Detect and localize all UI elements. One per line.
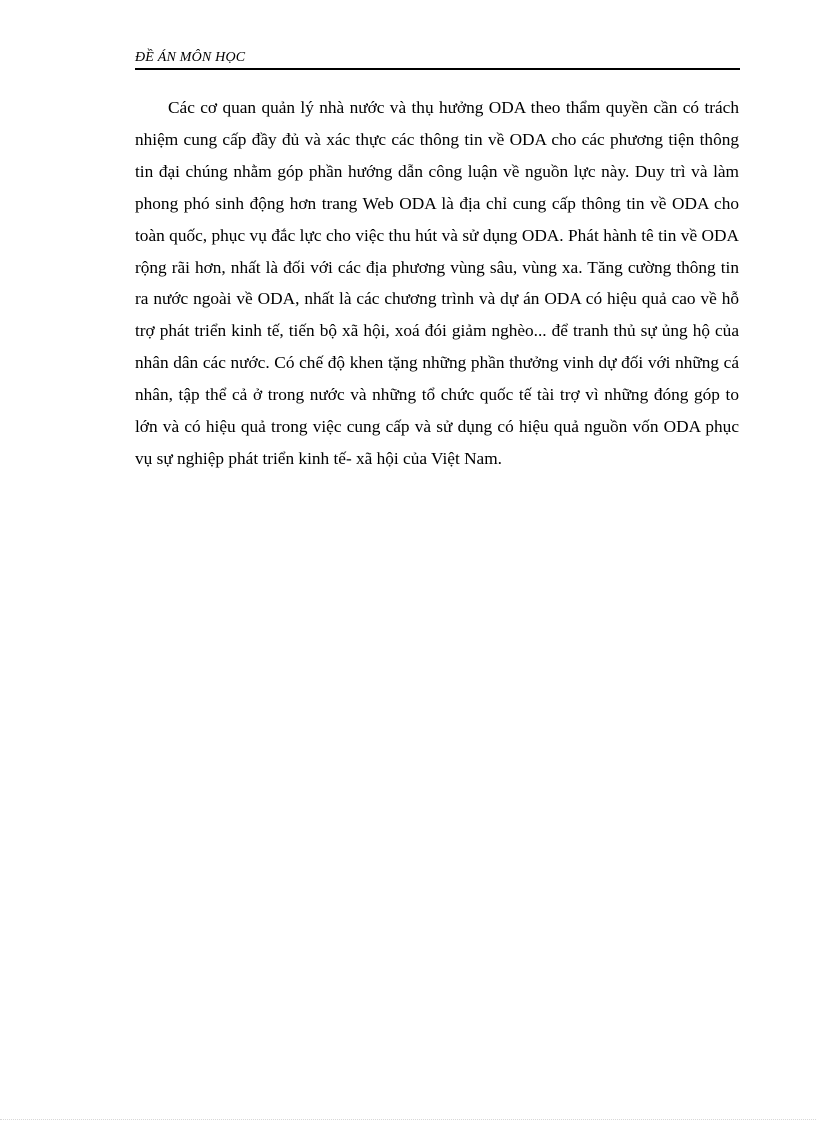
page-header — [135, 50, 740, 70]
bottom-divider — [0, 1119, 816, 1120]
body-paragraph: Các cơ quan quản lý nhà nước và thụ hưởng ODA theo thẩm quyền cần có trách nhiệm cung cấp đầy đủ và xác thực các thông tin về ODA cho các phương tiện thông tin đại chúng nhằm góp phần hướng dẫn công luận về nguồn lực này. Duy trì và làm phong phó sinh động hơn trang Web ODA là địa chỉ cung cấp thông tin về ODA cho toàn quốc, phục vụ đắc lực cho việc thu hút và sử dụng ODA. Phát hành tê tin về ODA rộng rãi hơn, nhất là đối với các địa phương vùng sâu, vùng xa. Tăng cường thông tin ra nước ngoài về ODA, nhất là các chương trình và dự án ODA có hiệu quả cao về hỗ trợ phát triển kinh tế, tiến bộ xã hội, xoá đói giảm nghèo... để tranh thủ sự ủng hộ của nhân dân các nước. Có chế độ khen tặng những phần thưởng vinh dự đối với những cá nhân, tập thể cả ở trong nước và những tổ chức quốc tế tài trợ vì những đóng góp to lớn và có hiệu quả trong việc cung cấp và sử dụng có hiệu quả nguồn vốn ODA phục vụ sự nghiệp phát triển kinh tế- xã hội của Việt Nam. — [135, 98, 739, 468]
header-title: ĐỀ ÁN MÔN HỌC — [135, 50, 246, 65]
